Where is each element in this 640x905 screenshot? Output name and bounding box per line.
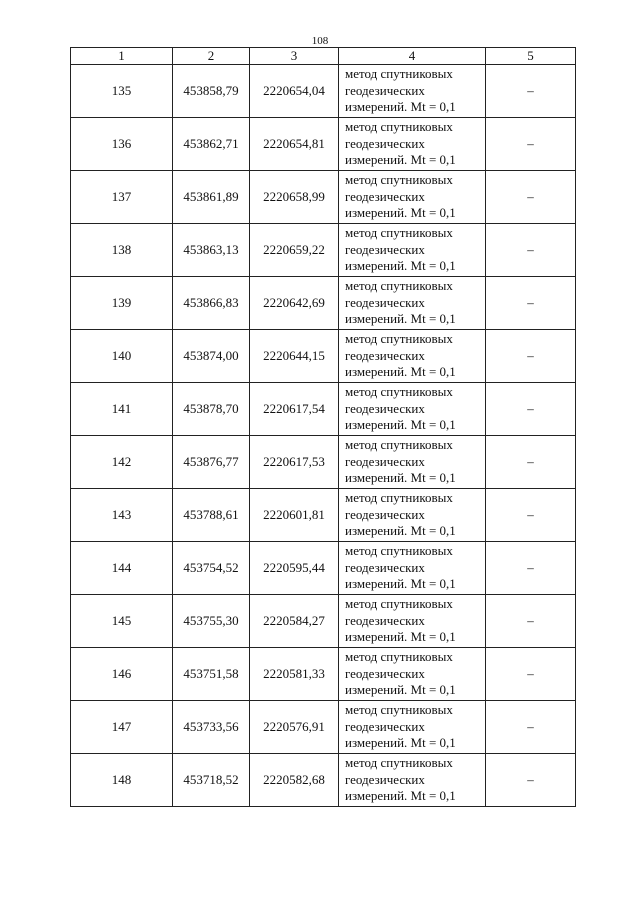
table-row bbox=[71, 436, 576, 489]
method-text-line: геодезических bbox=[345, 665, 425, 681]
method-text-line: геодезических bbox=[345, 347, 425, 363]
y-coordinate-cell: 2220654,81 bbox=[250, 118, 339, 171]
note-cell: – bbox=[486, 701, 576, 754]
method-text-line: метод спутниковых bbox=[345, 172, 453, 188]
method-cell bbox=[339, 118, 486, 171]
method-text-line: измерений. Mt = 0,1 bbox=[345, 523, 456, 539]
point-number-cell: 140 bbox=[71, 330, 173, 383]
note-cell: – bbox=[486, 595, 576, 648]
method-text-line: геодезических bbox=[345, 506, 425, 522]
point-number-cell: 142 bbox=[71, 436, 173, 489]
method-text-line: измерений. Mt = 0,1 bbox=[345, 311, 456, 327]
y-coordinate-cell: 2220644,15 bbox=[250, 330, 339, 383]
y-coordinate-cell: 2220654,04 bbox=[250, 65, 339, 118]
point-number-cell: 138 bbox=[71, 224, 173, 277]
note-cell: – bbox=[486, 171, 576, 224]
point-number-cell: 139 bbox=[71, 277, 173, 330]
column-header-3: 3 bbox=[250, 48, 339, 65]
note-cell: – bbox=[486, 118, 576, 171]
y-coordinate-cell: 2220576,91 bbox=[250, 701, 339, 754]
point-number-cell: 146 bbox=[71, 648, 173, 701]
point-number-cell: 141 bbox=[71, 383, 173, 436]
table-row bbox=[71, 330, 576, 383]
table-row bbox=[71, 595, 576, 648]
table-row bbox=[71, 648, 576, 701]
method-text-line: метод спутниковых bbox=[345, 702, 453, 718]
y-coordinate-cell: 2220659,22 bbox=[250, 224, 339, 277]
note-cell: – bbox=[486, 542, 576, 595]
point-number-cell: 135 bbox=[71, 65, 173, 118]
note-cell: – bbox=[486, 277, 576, 330]
table-row bbox=[71, 542, 576, 595]
method-text-line: геодезических bbox=[345, 612, 425, 628]
x-coordinate-cell: 453874,00 bbox=[173, 330, 250, 383]
method-cell bbox=[339, 171, 486, 224]
method-text-line: метод спутниковых bbox=[345, 278, 453, 294]
method-text-line: метод спутниковых bbox=[345, 490, 453, 506]
y-coordinate-cell: 2220581,33 bbox=[250, 648, 339, 701]
note-cell: – bbox=[486, 648, 576, 701]
column-header-4: 4 bbox=[339, 48, 486, 65]
column-header-2: 2 bbox=[173, 48, 250, 65]
method-text-line: геодезических bbox=[345, 453, 425, 469]
method-cell bbox=[339, 489, 486, 542]
method-text-line: геодезических bbox=[345, 400, 425, 416]
method-text-line: геодезических bbox=[345, 559, 425, 575]
x-coordinate-cell: 453718,52 bbox=[173, 754, 250, 807]
method-cell bbox=[339, 436, 486, 489]
y-coordinate-cell: 2220582,68 bbox=[250, 754, 339, 807]
column-header-5: 5 bbox=[486, 48, 576, 65]
table-row bbox=[71, 701, 576, 754]
method-text-line: измерений. Mt = 0,1 bbox=[345, 205, 456, 221]
coordinates-table bbox=[70, 47, 576, 807]
method-text-line: метод спутниковых bbox=[345, 596, 453, 612]
method-text-line: геодезических bbox=[345, 188, 425, 204]
note-cell: – bbox=[486, 754, 576, 807]
table-row bbox=[71, 65, 576, 118]
x-coordinate-cell: 453733,56 bbox=[173, 701, 250, 754]
method-text-line: метод спутниковых bbox=[345, 543, 453, 559]
table-row bbox=[71, 171, 576, 224]
note-cell: – bbox=[486, 489, 576, 542]
method-text-line: измерений. Mt = 0,1 bbox=[345, 470, 456, 486]
method-text-line: измерений. Mt = 0,1 bbox=[345, 735, 456, 751]
method-text-line: геодезических bbox=[345, 771, 425, 787]
method-cell bbox=[339, 754, 486, 807]
y-coordinate-cell: 2220658,99 bbox=[250, 171, 339, 224]
method-text-line: измерений. Mt = 0,1 bbox=[345, 258, 456, 274]
method-cell bbox=[339, 383, 486, 436]
table-row bbox=[71, 489, 576, 542]
method-text-line: измерений. Mt = 0,1 bbox=[345, 364, 456, 380]
method-cell bbox=[339, 595, 486, 648]
point-number-cell: 144 bbox=[71, 542, 173, 595]
method-text-line: метод спутниковых bbox=[345, 119, 453, 135]
note-cell: – bbox=[486, 65, 576, 118]
method-cell bbox=[339, 330, 486, 383]
method-text-line: измерений. Mt = 0,1 bbox=[345, 99, 456, 115]
y-coordinate-cell: 2220617,54 bbox=[250, 383, 339, 436]
table-header-row bbox=[71, 48, 576, 65]
method-text-line: метод спутниковых bbox=[345, 755, 453, 771]
method-text-line: метод спутниковых bbox=[345, 225, 453, 241]
method-cell bbox=[339, 648, 486, 701]
method-text-line: метод спутниковых bbox=[345, 649, 453, 665]
method-text-line: геодезических bbox=[345, 241, 425, 257]
y-coordinate-cell: 2220595,44 bbox=[250, 542, 339, 595]
method-text-line: измерений. Mt = 0,1 bbox=[345, 629, 456, 645]
method-text-line: метод спутниковых bbox=[345, 331, 453, 347]
y-coordinate-cell: 2220642,69 bbox=[250, 277, 339, 330]
table-row bbox=[71, 224, 576, 277]
method-text-line: метод спутниковых bbox=[345, 437, 453, 453]
x-coordinate-cell: 453863,13 bbox=[173, 224, 250, 277]
method-cell bbox=[339, 277, 486, 330]
method-text-line: измерений. Mt = 0,1 bbox=[345, 788, 456, 804]
x-coordinate-cell: 453878,70 bbox=[173, 383, 250, 436]
point-number-cell: 145 bbox=[71, 595, 173, 648]
y-coordinate-cell: 2220601,81 bbox=[250, 489, 339, 542]
note-cell: – bbox=[486, 383, 576, 436]
method-text-line: метод спутниковых bbox=[345, 384, 453, 400]
table-row bbox=[71, 277, 576, 330]
y-coordinate-cell: 2220584,27 bbox=[250, 595, 339, 648]
method-text-line: измерений. Mt = 0,1 bbox=[345, 152, 456, 168]
x-coordinate-cell: 453754,52 bbox=[173, 542, 250, 595]
x-coordinate-cell: 453751,58 bbox=[173, 648, 250, 701]
page-number: 108 bbox=[311, 35, 329, 47]
method-cell bbox=[339, 542, 486, 595]
method-cell bbox=[339, 65, 486, 118]
method-text-line: геодезических bbox=[345, 82, 425, 98]
method-cell bbox=[339, 224, 486, 277]
method-text-line: геодезических bbox=[345, 294, 425, 310]
table-row bbox=[71, 754, 576, 807]
point-number-cell: 136 bbox=[71, 118, 173, 171]
point-number-cell: 137 bbox=[71, 171, 173, 224]
method-text-line: геодезических bbox=[345, 718, 425, 734]
x-coordinate-cell: 453861,89 bbox=[173, 171, 250, 224]
table-row bbox=[71, 118, 576, 171]
method-text-line: метод спутниковых bbox=[345, 66, 453, 82]
method-text-line: измерений. Mt = 0,1 bbox=[345, 576, 456, 592]
method-text-line: измерений. Mt = 0,1 bbox=[345, 417, 456, 433]
note-cell: – bbox=[486, 330, 576, 383]
x-coordinate-cell: 453862,71 bbox=[173, 118, 250, 171]
method-text-line: геодезических bbox=[345, 135, 425, 151]
note-cell: – bbox=[486, 436, 576, 489]
point-number-cell: 148 bbox=[71, 754, 173, 807]
x-coordinate-cell: 453755,30 bbox=[173, 595, 250, 648]
column-header-1: 1 bbox=[71, 48, 173, 65]
x-coordinate-cell: 453858,79 bbox=[173, 65, 250, 118]
x-coordinate-cell: 453866,83 bbox=[173, 277, 250, 330]
x-coordinate-cell: 453876,77 bbox=[173, 436, 250, 489]
method-cell bbox=[339, 701, 486, 754]
note-cell: – bbox=[486, 224, 576, 277]
method-text-line: измерений. Mt = 0,1 bbox=[345, 682, 456, 698]
x-coordinate-cell: 453788,61 bbox=[173, 489, 250, 542]
table-body bbox=[71, 65, 576, 807]
y-coordinate-cell: 2220617,53 bbox=[250, 436, 339, 489]
table-row bbox=[71, 383, 576, 436]
point-number-cell: 143 bbox=[71, 489, 173, 542]
point-number-cell: 147 bbox=[71, 701, 173, 754]
